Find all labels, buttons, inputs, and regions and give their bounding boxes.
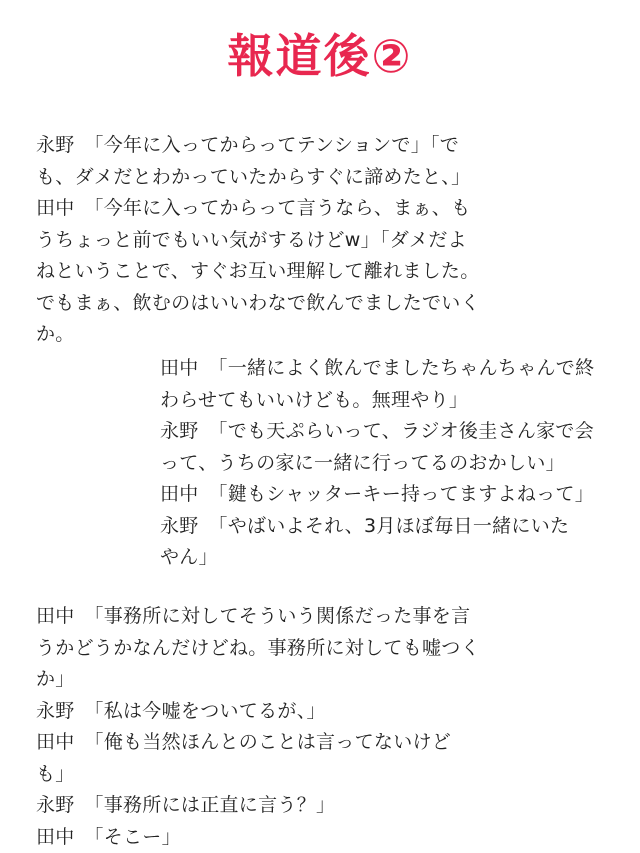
text-line: 田中 「一緒によく飲んでましたちゃんちゃんで終 xyxy=(160,357,595,379)
text-line: 永野 「今年に入ってからってテンションで」「で xyxy=(36,134,460,156)
text-line: うかどうかなんだけどね。事務所に対しても嘘つく xyxy=(36,636,480,659)
text-line: 田中 「俺も当然ほんとのことは言ってないけど xyxy=(36,731,452,753)
text-line: うちょっと前でもいい気がするけどw」「ダメだよ xyxy=(36,228,467,251)
dialogue-block-3 xyxy=(36,601,480,853)
text-line: 永野 「私は今嘘をついてるが、」 xyxy=(36,699,326,722)
text-line: って、うちの家に一緒に行ってるのおかしい」 xyxy=(160,451,565,474)
text-line: 永野 「やばいよそれ、3月ほぼ毎日一緒にいた xyxy=(160,514,570,537)
text-line: ねということで、すぐお互い理解して離れました。 xyxy=(36,260,480,282)
text-line: 永野 「でも天ぷらいって、ラジオ後圭さん家で会 xyxy=(160,420,595,442)
text-line: 田中 「そこー」 xyxy=(36,825,181,848)
text-line: か」 xyxy=(36,668,75,690)
text-line: も」 xyxy=(36,762,75,785)
text-line: 田中 「事務所に対してそういう関係だった事を言 xyxy=(36,605,471,627)
text-line: 永野 「事務所には正直に言う？」 xyxy=(36,794,336,816)
text-line: やん」 xyxy=(160,546,218,568)
text-line: も、ダメだとわかっていたからすぐに諦めたと、」 xyxy=(36,165,471,188)
page-title: 報道後② xyxy=(227,29,413,83)
text-line: 田中 「鍵もシャッターキー持ってますよねって」 xyxy=(160,483,595,505)
text-line: でもまぁ、飲むのはいいわなで飲んでましたでいく xyxy=(36,291,480,314)
dialogue-block-1 xyxy=(36,130,480,351)
text-line: わらせてもいいけども。無理やり」 xyxy=(160,388,469,411)
dialogue-block-2 xyxy=(160,353,594,574)
text-line: 田中 「今年に入ってからって言うなら、まぁ、も xyxy=(36,197,471,219)
text-line: か。 xyxy=(36,323,75,345)
